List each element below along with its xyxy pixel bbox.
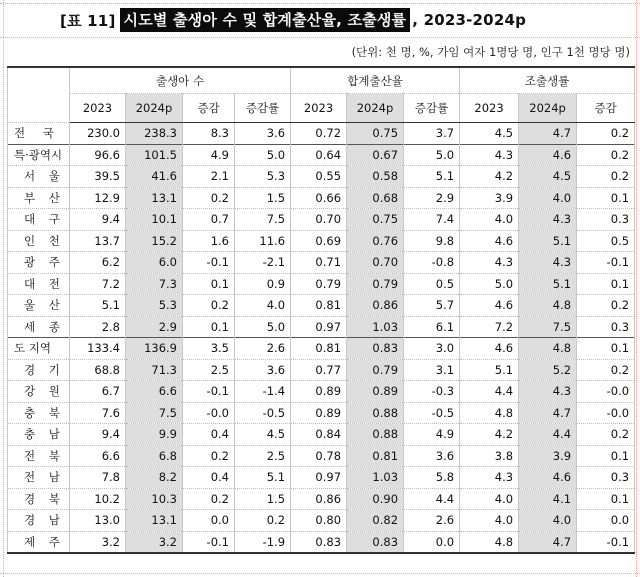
value-cell: 0.86 xyxy=(347,295,404,317)
value-cell: 10.2 xyxy=(70,488,126,510)
value-cell: 0.2 xyxy=(183,187,235,209)
table-row xyxy=(8,144,635,166)
value-cell: 4.0 xyxy=(460,510,519,532)
value-cell: 5.0 xyxy=(404,144,460,166)
value-cell: 0.70 xyxy=(347,252,404,274)
value-cell: 0.5 xyxy=(404,273,460,295)
value-cell: 0.79 xyxy=(347,273,404,295)
value-cell: 0.0 xyxy=(183,510,235,532)
value-cell: 4.6 xyxy=(460,295,519,317)
value-cell: 0.69 xyxy=(291,230,347,252)
value-cell: -1.4 xyxy=(235,381,291,403)
value-cell: 3.9 xyxy=(460,187,519,209)
value-cell: 5.0 xyxy=(460,273,519,295)
value-cell: 0.71 xyxy=(291,252,347,274)
value-cell: 4.9 xyxy=(183,144,235,166)
value-cell: 0.82 xyxy=(347,510,404,532)
region-cell: 대 구 xyxy=(8,209,70,231)
value-cell: 0.2 xyxy=(183,445,235,467)
guide-line xyxy=(3,0,4,577)
value-cell: 2.6 xyxy=(235,338,291,360)
value-cell: -0.1 xyxy=(183,531,235,553)
value-cell: 0.80 xyxy=(291,510,347,532)
value-cell: -1.9 xyxy=(235,531,291,553)
value-cell: 2.5 xyxy=(235,445,291,467)
value-cell: 4.5 xyxy=(460,123,519,145)
table-row xyxy=(8,273,635,295)
value-cell: 0.1 xyxy=(577,338,635,360)
value-cell: 0.75 xyxy=(347,123,404,145)
value-cell: 0.0 xyxy=(577,510,635,532)
value-cell: 4.2 xyxy=(460,424,519,446)
value-cell: 0.5 xyxy=(577,230,635,252)
value-cell: 0.83 xyxy=(291,531,347,553)
table-row xyxy=(8,531,635,553)
table-row xyxy=(8,295,635,317)
sub-header-row xyxy=(8,94,635,123)
value-cell: 0.2 xyxy=(183,488,235,510)
value-cell: 4.6 xyxy=(460,230,519,252)
value-cell: 3.7 xyxy=(404,123,460,145)
value-cell: 0.1 xyxy=(183,273,235,295)
value-cell: 5.8 xyxy=(404,467,460,489)
value-cell: 4.0 xyxy=(519,187,577,209)
table-row xyxy=(8,338,635,360)
value-cell: 68.8 xyxy=(70,359,126,381)
value-cell: 4.3 xyxy=(460,252,519,274)
value-cell: 3.9 xyxy=(519,445,577,467)
sub-header: 증감 xyxy=(577,94,635,123)
value-cell: 0.86 xyxy=(291,488,347,510)
value-cell: 5.3 xyxy=(235,166,291,188)
region-cell: 울 산 xyxy=(8,295,70,317)
value-cell: 0.64 xyxy=(291,144,347,166)
guide-line xyxy=(0,37,640,38)
region-cell: 경 남 xyxy=(8,510,70,532)
region-cell: 경 기 xyxy=(8,359,70,381)
value-cell: 2.5 xyxy=(183,359,235,381)
region-cell: 충 북 xyxy=(8,402,70,424)
sub-header: 증감률 xyxy=(235,94,291,123)
value-cell: 4.8 xyxy=(519,295,577,317)
value-cell: 4.0 xyxy=(519,510,577,532)
value-cell: 6.0 xyxy=(126,252,183,274)
value-cell: 0.2 xyxy=(183,295,235,317)
value-cell: 136.9 xyxy=(126,338,183,360)
value-cell: 0.77 xyxy=(291,359,347,381)
value-cell: 4.3 xyxy=(460,467,519,489)
value-cell: 0.2 xyxy=(577,144,635,166)
value-cell: 13.7 xyxy=(70,230,126,252)
value-cell: -0.5 xyxy=(404,402,460,424)
region-cell: 경 북 xyxy=(8,488,70,510)
birth-statistics-table xyxy=(7,66,635,554)
value-cell: 4.4 xyxy=(404,488,460,510)
value-cell: 0.81 xyxy=(291,295,347,317)
value-cell: 5.7 xyxy=(404,295,460,317)
value-cell: 4.6 xyxy=(460,338,519,360)
value-cell: 5.0 xyxy=(235,144,291,166)
table-row xyxy=(8,187,635,209)
table-row xyxy=(8,445,635,467)
value-cell: 0.88 xyxy=(347,402,404,424)
value-cell: 5.1 xyxy=(404,166,460,188)
table-title-years: , 2023-2024p xyxy=(412,11,527,29)
value-cell: 4.5 xyxy=(519,166,577,188)
value-cell: 0.89 xyxy=(291,402,347,424)
value-cell: 0.9 xyxy=(235,273,291,295)
value-cell: 0.79 xyxy=(347,359,404,381)
sub-header: 증감률 xyxy=(404,94,460,123)
value-cell: 2.1 xyxy=(183,166,235,188)
value-cell: 4.3 xyxy=(519,252,577,274)
value-cell: 7.6 xyxy=(70,402,126,424)
region-cell: 세 종 xyxy=(8,316,70,338)
value-cell: 0.83 xyxy=(347,531,404,553)
value-cell: -0.0 xyxy=(183,402,235,424)
region-cell: 도 지역 xyxy=(8,338,70,360)
value-cell: 0.97 xyxy=(291,467,347,489)
value-cell: 3.1 xyxy=(404,359,460,381)
value-cell: 0.75 xyxy=(347,209,404,231)
value-cell: 0.0 xyxy=(404,531,460,553)
value-cell: 1.5 xyxy=(235,488,291,510)
value-cell: 0.2 xyxy=(577,123,635,145)
value-cell: 5.0 xyxy=(235,316,291,338)
value-cell: 0.97 xyxy=(291,316,347,338)
value-cell: 0.79 xyxy=(291,273,347,295)
region-cell: 부 산 xyxy=(8,187,70,209)
table-row xyxy=(8,230,635,252)
value-cell: 3.6 xyxy=(404,445,460,467)
value-cell: 4.3 xyxy=(460,144,519,166)
value-cell: 6.1 xyxy=(404,316,460,338)
value-cell: 11.6 xyxy=(235,230,291,252)
value-cell: -0.3 xyxy=(404,381,460,403)
value-cell: 101.5 xyxy=(126,144,183,166)
value-cell: 0.55 xyxy=(291,166,347,188)
value-cell: -0.1 xyxy=(183,252,235,274)
value-cell: 4.0 xyxy=(460,488,519,510)
value-cell: -0.1 xyxy=(577,252,635,274)
guide-line xyxy=(636,0,637,577)
value-cell: 0.83 xyxy=(347,338,404,360)
sub-header: 2024p xyxy=(519,94,577,123)
value-cell: 133.4 xyxy=(70,338,126,360)
value-cell: 3.8 xyxy=(460,445,519,467)
value-cell: 4.6 xyxy=(519,467,577,489)
value-cell: 0.81 xyxy=(347,445,404,467)
value-cell: 0.68 xyxy=(347,187,404,209)
value-cell: 0.7 xyxy=(183,209,235,231)
value-cell: 0.4 xyxy=(183,424,235,446)
region-cell: 특·광역시 xyxy=(8,144,70,166)
value-cell: 15.2 xyxy=(126,230,183,252)
table-row xyxy=(8,123,635,145)
value-cell: 4.4 xyxy=(519,424,577,446)
value-cell: 0.78 xyxy=(291,445,347,467)
region-cell: 광 주 xyxy=(8,252,70,274)
value-cell: 7.5 xyxy=(519,316,577,338)
table-row xyxy=(8,381,635,403)
table-row xyxy=(8,166,635,188)
table-title-highlight: 시도별 출생아 수 및 합계출산율, 조출생률 xyxy=(120,8,411,32)
value-cell: 1.5 xyxy=(235,187,291,209)
value-cell: 1.03 xyxy=(347,316,404,338)
sub-header: 2024p xyxy=(126,94,183,123)
table-row xyxy=(8,252,635,274)
table-row xyxy=(8,316,635,338)
value-cell: -0.8 xyxy=(404,252,460,274)
value-cell: -0.1 xyxy=(183,381,235,403)
value-cell: 7.5 xyxy=(126,402,183,424)
guide-line xyxy=(0,573,640,574)
value-cell: 238.3 xyxy=(126,123,183,145)
value-cell: 0.4 xyxy=(183,467,235,489)
group-header-cbr: 조출생률 xyxy=(460,67,635,94)
value-cell: 4.7 xyxy=(519,531,577,553)
sub-header: 2023 xyxy=(70,94,126,123)
value-cell: 0.1 xyxy=(577,445,635,467)
value-cell: 0.84 xyxy=(291,424,347,446)
value-cell: 7.2 xyxy=(460,316,519,338)
value-cell: 4.8 xyxy=(460,531,519,553)
value-cell: 3.5 xyxy=(183,338,235,360)
value-cell: 0.88 xyxy=(347,424,404,446)
table-row xyxy=(8,359,635,381)
value-cell: 1.6 xyxy=(183,230,235,252)
value-cell: 2.9 xyxy=(404,187,460,209)
value-cell: 96.6 xyxy=(70,144,126,166)
region-cell: 대 전 xyxy=(8,273,70,295)
value-cell: 4.0 xyxy=(235,295,291,317)
value-cell: 8.3 xyxy=(183,123,235,145)
value-cell: 7.5 xyxy=(235,209,291,231)
value-cell: 0.2 xyxy=(577,166,635,188)
value-cell: 4.1 xyxy=(519,488,577,510)
value-cell: -0.0 xyxy=(577,402,635,424)
value-cell: 4.5 xyxy=(235,424,291,446)
value-cell: 5.1 xyxy=(235,467,291,489)
table-title xyxy=(60,7,526,33)
value-cell: 9.9 xyxy=(126,424,183,446)
value-cell: 5.2 xyxy=(519,359,577,381)
region-cell: 전 남 xyxy=(8,467,70,489)
value-cell: 4.8 xyxy=(519,338,577,360)
value-cell: 230.0 xyxy=(70,123,126,145)
region-cell: 충 남 xyxy=(8,424,70,446)
value-cell: 7.8 xyxy=(70,467,126,489)
value-cell: 0.66 xyxy=(291,187,347,209)
sub-header: 2023 xyxy=(460,94,519,123)
sub-header: 2024p xyxy=(347,94,404,123)
value-cell: 0.89 xyxy=(291,381,347,403)
table-row xyxy=(8,467,635,489)
value-cell: 4.0 xyxy=(460,209,519,231)
value-cell: 0.3 xyxy=(577,316,635,338)
region-cell: 인 천 xyxy=(8,230,70,252)
region-cell: 제 주 xyxy=(8,531,70,553)
value-cell: 1.03 xyxy=(347,467,404,489)
value-cell: 0.2 xyxy=(235,510,291,532)
value-cell: 7.2 xyxy=(70,273,126,295)
value-cell: 8.2 xyxy=(126,467,183,489)
sub-header: 증감 xyxy=(183,94,235,123)
value-cell: 4.6 xyxy=(519,144,577,166)
value-cell: 6.6 xyxy=(126,381,183,403)
value-cell: 5.1 xyxy=(519,230,577,252)
value-cell: 41.6 xyxy=(126,166,183,188)
value-cell: 4.7 xyxy=(519,123,577,145)
table-row xyxy=(8,209,635,231)
value-cell: 2.8 xyxy=(70,316,126,338)
value-cell: 0.2 xyxy=(577,295,635,317)
value-cell: 9.8 xyxy=(404,230,460,252)
value-cell: 4.4 xyxy=(460,381,519,403)
value-cell: 6.2 xyxy=(70,252,126,274)
value-cell: 10.3 xyxy=(126,488,183,510)
value-cell: 3.0 xyxy=(404,338,460,360)
value-cell: 0.1 xyxy=(183,316,235,338)
value-cell: 4.3 xyxy=(519,209,577,231)
value-cell: 6.8 xyxy=(126,445,183,467)
value-cell: 4.3 xyxy=(519,381,577,403)
value-cell: 7.4 xyxy=(404,209,460,231)
value-cell: 5.1 xyxy=(460,359,519,381)
value-cell: 0.3 xyxy=(577,209,635,231)
value-cell: 0.76 xyxy=(347,230,404,252)
table-row xyxy=(8,424,635,446)
value-cell: 0.58 xyxy=(347,166,404,188)
table-row xyxy=(8,488,635,510)
value-cell: 2.6 xyxy=(404,510,460,532)
value-cell: 0.70 xyxy=(291,209,347,231)
value-cell: 13.1 xyxy=(126,187,183,209)
value-cell: 5.1 xyxy=(70,295,126,317)
value-cell: 3.2 xyxy=(70,531,126,553)
region-cell: 전 국 xyxy=(8,123,70,145)
value-cell: 0.1 xyxy=(577,187,635,209)
value-cell: 0.3 xyxy=(577,467,635,489)
value-cell: 0.1 xyxy=(577,488,635,510)
value-cell: 5.3 xyxy=(126,295,183,317)
value-cell: 5.1 xyxy=(519,273,577,295)
value-cell: 10.1 xyxy=(126,209,183,231)
table-body xyxy=(8,123,635,554)
value-cell: 9.4 xyxy=(70,424,126,446)
region-cell: 서 울 xyxy=(8,166,70,188)
value-cell: 3.6 xyxy=(235,359,291,381)
group-header-tfr: 합계출산율 xyxy=(291,67,460,94)
value-cell: 0.81 xyxy=(291,338,347,360)
value-cell: 9.4 xyxy=(70,209,126,231)
value-cell: 13.1 xyxy=(126,510,183,532)
region-header xyxy=(8,67,70,123)
unit-note: (단위: 천 명, %, 가임 여자 1명당 명, 인구 1천 명당 명) xyxy=(351,45,630,59)
table-row xyxy=(8,510,635,532)
value-cell: -0.5 xyxy=(235,402,291,424)
group-header-births: 출생아 수 xyxy=(70,67,291,94)
value-cell: -0.1 xyxy=(577,531,635,553)
value-cell: 4.9 xyxy=(404,424,460,446)
value-cell: 0.67 xyxy=(347,144,404,166)
table-row xyxy=(8,402,635,424)
region-cell: 강 원 xyxy=(8,381,70,403)
value-cell: -0.0 xyxy=(577,381,635,403)
sub-header: 2023 xyxy=(291,94,347,123)
value-cell: 13.0 xyxy=(70,510,126,532)
value-cell: 12.9 xyxy=(70,187,126,209)
value-cell: 4.7 xyxy=(519,402,577,424)
region-cell: 전 북 xyxy=(8,445,70,467)
guide-line xyxy=(0,3,640,4)
value-cell: 0.2 xyxy=(577,359,635,381)
table-number: [표 11] xyxy=(60,11,116,30)
group-header-row xyxy=(8,67,635,94)
value-cell: 71.3 xyxy=(126,359,183,381)
value-cell: 39.5 xyxy=(70,166,126,188)
value-cell: 3.2 xyxy=(126,531,183,553)
value-cell: 7.3 xyxy=(126,273,183,295)
value-cell: 6.6 xyxy=(70,445,126,467)
value-cell: 2.9 xyxy=(126,316,183,338)
value-cell: 0.2 xyxy=(577,424,635,446)
value-cell: 0.1 xyxy=(577,273,635,295)
value-cell: 6.7 xyxy=(70,381,126,403)
value-cell: 4.2 xyxy=(460,166,519,188)
value-cell: 3.6 xyxy=(235,123,291,145)
value-cell: 4.8 xyxy=(460,402,519,424)
value-cell: 0.89 xyxy=(347,381,404,403)
value-cell: -2.1 xyxy=(235,252,291,274)
value-cell: 0.72 xyxy=(291,123,347,145)
value-cell: 0.90 xyxy=(347,488,404,510)
